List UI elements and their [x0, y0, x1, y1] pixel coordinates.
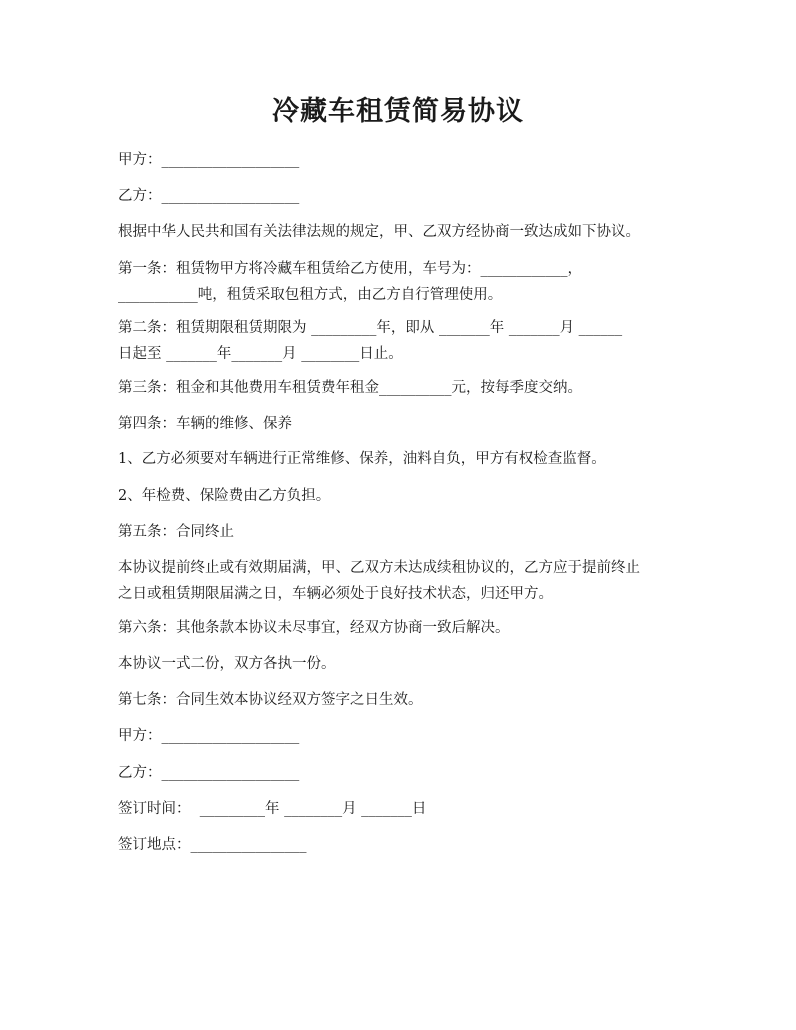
article-5-paragraph: 本协议提前终止或有效期届满，甲、乙双方未达成续租协议的，乙方应于提前终止 之日或租赁期限届满之日，车辆必须处于良好技术状态，归还甲方。 [118, 560, 640, 602]
signing-date-line: 签订时间： _________年 ________月 _______日 [118, 801, 427, 817]
article-6-paragraph: 第六条：其他条款本协议未尽事宜，经双方协商一致后解决。 [118, 620, 510, 636]
article-5-heading: 第五条：合同终止 [118, 524, 234, 540]
document-title: 冷藏车租赁简易协议 [272, 96, 524, 127]
article-2-paragraph: 第二条：租赁期限租赁期限为 _________年，即从 _______年 _______月 ______ 日起至 _______年_______月 ________日止。 [118, 320, 623, 362]
signing-place-line: 签订地点：________________ [118, 837, 307, 853]
article-4-item-2: 2、年检费、保险费由乙方负担。 [118, 488, 331, 504]
copies-paragraph: 本协议一式二份，双方各执一份。 [118, 656, 336, 672]
party-a-line: 甲方：___________________ [118, 152, 300, 168]
signature-party-b-line: 乙方：___________________ [118, 765, 300, 781]
article-3-paragraph: 第三条：租金和其他费用车租赁费年租金__________元，按每季度交纳。 [118, 380, 582, 396]
article-4-item-1: 1、乙方必须要对车辆进行正常维修、保养，油料自负，甲方有权检查监督。 [118, 451, 606, 467]
signature-party-a-line: 甲方：___________________ [118, 728, 300, 744]
article-4-heading: 第四条：车辆的维修、保养 [118, 416, 292, 432]
article-1-paragraph: 第一条：租赁物甲方将冷藏车租赁给乙方使用，车号为：____________， ___________吨，租赁采取包租方式，由乙方自行管理使用。 [118, 261, 582, 303]
preamble-paragraph: 根据中华人民共和国有关法律法规的规定，甲、乙双方经协商一致达成如下协议。 [118, 224, 640, 240]
article-7-paragraph: 第七条：合同生效本协议经双方签字之日生效。 [118, 692, 423, 708]
party-b-line: 乙方：___________________ [118, 188, 300, 204]
